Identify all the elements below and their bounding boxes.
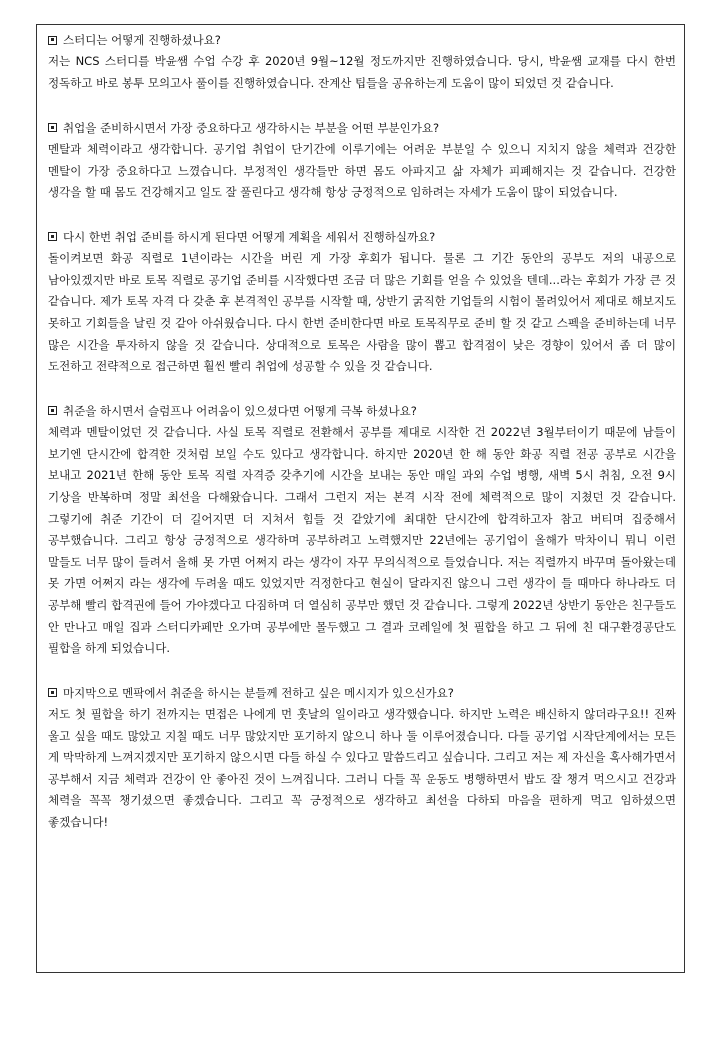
question-heading	[48, 682, 676, 704]
question-heading	[48, 117, 676, 139]
answer-text: 체력과 멘탈이었던 것 같습니다. 사실 토목 직렬로 전환해서 공부를 제대로 시작한 건 2022년 3월부터이기 때문에 남들이 보기엔 단시간에 합격한 것처럼 보일 수도 있다고 생각합니다. 하지만 2020년 한 해 동안 화공 직렬 전공 공부로 시간을 보내고 2021년 한해 동안 토목 직렬 자격증 갖추기에 시간을 보내는 동안 매일 과외 수업 병행, 새벽 5시 취침, 오전 9시 기상을 반복하며 정말 최선을 다해왔습니다. 그래서 그런지 저는 본격 시작 전에 체력적으로 많이 지쳤던 것 같습니다. 그렇기에 취준 기간이 더 길어지면 더 지쳐서 힘들 것 같았기에 최대한 단시간에 합격하고자 참고 버티며 집중해서 공부했습니다. 그리고 항상 긍정적으로 생각하며 공부하려고 노력했지만 22년에는 공기업이 올해가 막차이니 뭐니 이런 말들도 너무 많이 들려서 올해 못 가면 어쩌지 라는 생각이 자꾸 무의식적으로 들었습니다. 저는 직렬까지 바꾸며 돌아왔는데 못 가면 어쩌지 라는 생각에 두려울 때도 있었지만 걱정한다고 현실이 달라지진 않으니 그런 생각이 들 때마다 하나라도 더 공부해 빨리 합격권에 들어 가야겠다고 다짐하며 더 열심히 공부만 했던 것 같습니다. 그렇게 2022년 상반기 동안은 친구들도 안 만나고 매일 집과 스터디카페만 오가며 공부에만 몰두했고 그 결과 코레일에 첫 필합을 하고 그 뒤에 친 대구환경공단도 필합을 하게 되었습니다.	[48, 425, 676, 656]
answer-text: 저는 NCS 스터디를 박윤쌤 수업 수강 후 2020년 9월~12월 정도까지만 진행하였습니다. 당시, 박윤쌤 교재를 다시 한번 정독하고 바로 봉투 모의고사 풀이를 진행하였습니다. 잔계산 팁들을 공유하는게 도움이 많이 되었던 것 같습니다.	[48, 54, 676, 90]
checkbox-bullet-icon	[48, 688, 57, 697]
qa-section-study	[48, 29, 676, 95]
checkbox-bullet-icon	[48, 123, 57, 132]
question-text: 취업을 준비하시면서 가장 중요하다고 생각하시는 부분을 어떤 부분인가요?	[63, 120, 440, 135]
document-content	[48, 29, 676, 834]
answer-text: 저도 첫 필합을 하기 전까지는 면접은 나에게 먼 훗날의 일이라고 생각했습니다. 하지만 노력은 배신하지 않더라구요!! 진짜 울고 싶을 때도 많았고 지칠 때도 너무 많았지만 포기하지 않으니 하나 둘 이루어졌습니다. 다들 공기업 시작단계에서는 모든 게 막막하게 느껴지겠지만 포기하지 않으시면 다들 하실 수 있다고 말씀드리고 싶습니다. 그리고 저는 제 자신을 혹사해가면서 공부해서 지금 체력과 건강이 안 좋아진 것이 느껴집니다. 그러니 다들 꼭 운동도 병행하면서 밥도 잘 챙겨 먹으시고 건강과 체력을 꼭꼭 챙기셨으면 좋겠습니다. 그리고 꼭 긍정적으로 생각하고 최선을 다하되 마음을 편하게 먹고 임하셨으면 좋겠습니다!	[48, 707, 676, 830]
question-text: 마지막으로 멘팍에서 취준을 하시는 분들께 전하고 싶은 메시지가 있으신가요?	[63, 685, 454, 700]
checkbox-bullet-icon	[48, 36, 57, 45]
qa-section-plan	[48, 226, 676, 378]
answer-text: 멘탈과 체력이라고 생각합니다. 공기업 취업이 단기간에 이루기에는 어려운 부분일 수 있으니 지치지 않을 체력과 건강한 멘탈이 가장 중요하다고 느꼈습니다. 부정적인 생각들만 하면 몸도 아파지고 삶 자체가 피폐해지는 것 같습니다. 건강한 생각을 할 때 몸도 건강해지고 일도 잘 풀린다고 생각해 항상 긍정적으로 임하려는 자세가 도움이 많이 되었습니다.	[48, 142, 676, 200]
qa-section-message	[48, 682, 676, 834]
question-text: 스터디는 어떻게 진행하셨나요?	[63, 33, 221, 47]
question-heading	[48, 226, 676, 248]
qa-section-slump	[48, 400, 676, 660]
question-text: 다시 한번 취업 준비를 하시게 된다면 어떻게 계획을 세워서 진행하실까요?	[63, 229, 436, 244]
checkbox-bullet-icon	[48, 406, 57, 415]
document-frame	[36, 24, 685, 973]
question-heading	[48, 29, 676, 51]
question-text: 취준을 하시면서 슬럼프나 어려움이 있으셨다면 어떻게 극복 하셨나요?	[63, 403, 417, 418]
answer-text: 돌이켜보면 화공 직렬로 1년이라는 시간을 버린 게 가장 후회가 됩니다. 물론 그 기간 동안의 공부도 저의 내공으로 남아있겠지만 바로 토목 직렬로 공기업 준비를 시작했다면 조금 더 많은 기회를 얻을 수 있었을 텐데...라는 후회가 가장 큰 것 같습니다. 제가 토목 자격 다 갖춘 후 본격적인 공부를 시작할 때, 상반기 굵직한 기업들의 시험이 몰려있어서 제대로 해보지도 못하고 기회들을 날린 것 같아 아쉬웠습니다. 다시 한번 준비한다면 바로 토목직무로 준비 할 것 같고 스펙을 준비하는데 너무 많은 시간을 투자하지 않을 것 같습니다. 상대적으로 토목은 사람을 많이 뽑고 합격점이 낮은 경향이 있어서 좀 더 많이 도전하고 전략적으로 접근하면 훨씬 빨리 취업에 성공할 수 있을 것 같습니다.	[48, 251, 676, 374]
qa-section-priority	[48, 117, 676, 204]
checkbox-bullet-icon	[48, 232, 57, 241]
question-heading	[48, 400, 676, 422]
